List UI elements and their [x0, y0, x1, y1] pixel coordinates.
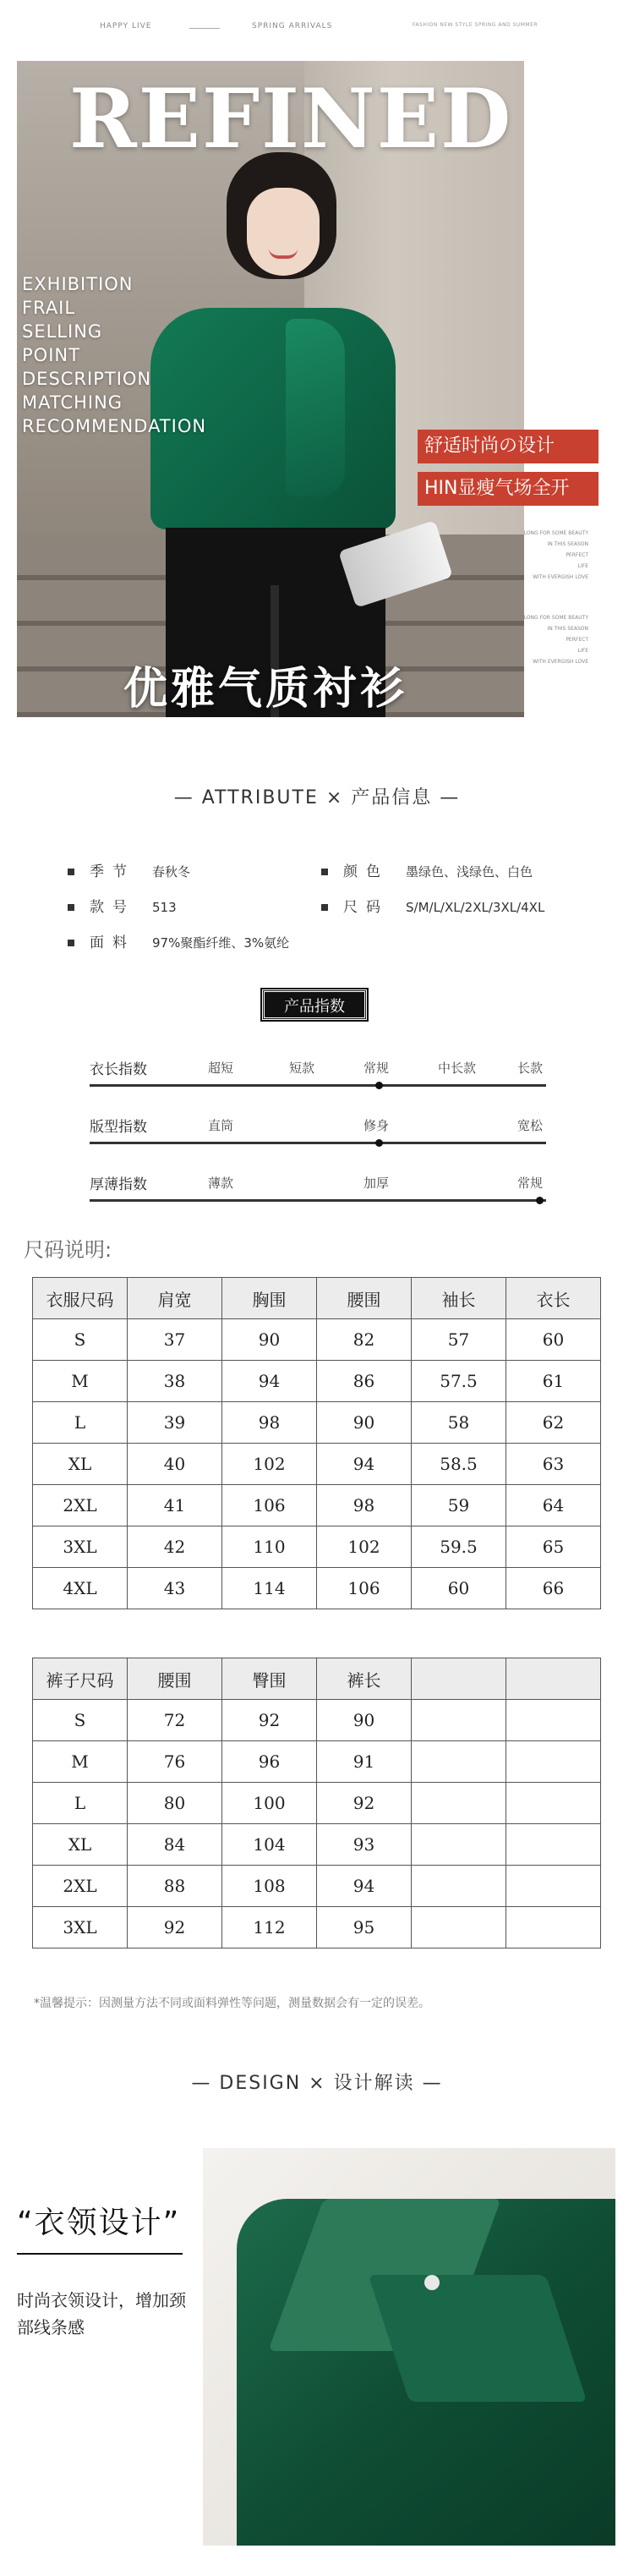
- table-cell: 90: [222, 1319, 317, 1361]
- table-cell: 102: [222, 1444, 317, 1485]
- table-cell: 59: [412, 1485, 506, 1526]
- table-cell: 76: [128, 1741, 222, 1783]
- table-cell: [506, 1658, 601, 1700]
- table-cell: XL: [33, 1444, 128, 1485]
- table-cell: 84: [128, 1824, 222, 1866]
- table-cell: 92: [222, 1700, 317, 1741]
- table-cell: S: [33, 1700, 128, 1741]
- table-cell: [412, 1700, 506, 1741]
- scale-option: 修身: [363, 1118, 390, 1133]
- table-header-row: [33, 1658, 601, 1700]
- brand-label: HAPPY LIVE: [100, 22, 152, 30]
- table-cell: 90: [317, 1700, 412, 1741]
- table-cell: 72: [128, 1700, 222, 1741]
- top-bar: [0, 0, 634, 54]
- attr-size: 尺码 S/M/L/XL/2XL/3XL/4XL: [321, 895, 544, 916]
- table-cell: 64: [506, 1485, 601, 1526]
- table-cell: 57: [412, 1319, 506, 1361]
- table-cell: [506, 1741, 601, 1783]
- table-cell: 98: [222, 1402, 317, 1444]
- measurement-note: *温馨提示：因测量方法不同或面料弹性等问题，测量数据会有一定的误差。: [34, 1997, 430, 2010]
- hero-side-words: EXHIBITION FRAIL SELLING POINT DESCRIPTION MATCHING RECOMMENDATION: [22, 274, 207, 436]
- collar-underline: [17, 2253, 183, 2255]
- bullet-icon: [68, 904, 74, 911]
- design-title: — DESIGN × 设计解读 —: [191, 2073, 443, 2094]
- model-face: [247, 188, 320, 276]
- table-cell: 92: [128, 1907, 222, 1948]
- table-cell: [506, 1783, 601, 1824]
- scale-option: 长款: [517, 1061, 544, 1076]
- table-cell: 114: [222, 1568, 317, 1609]
- table-cell: 2XL: [33, 1866, 128, 1907]
- attr-color: 颜色 墨绿色、浅绿色、白色: [321, 859, 533, 880]
- table-row: [33, 1866, 601, 1907]
- bottom-size-table: [32, 1658, 601, 1948]
- table-cell: M: [33, 1741, 128, 1783]
- scale-bar: [90, 1084, 546, 1087]
- table-cell: 38: [128, 1361, 222, 1402]
- thickness-scale: [90, 1172, 546, 1209]
- table-cell: 96: [222, 1741, 317, 1783]
- attr-style-no: 款号 513: [68, 895, 177, 916]
- table-row: [33, 1402, 601, 1444]
- table-cell: 98: [317, 1485, 412, 1526]
- table-cell: [412, 1658, 506, 1700]
- table-cell: [412, 1783, 506, 1824]
- table-cell: S: [33, 1319, 128, 1361]
- collar-title: “衣领设计”: [17, 2206, 181, 2240]
- hero-banner: [17, 61, 524, 717]
- table-cell: [506, 1866, 601, 1907]
- table-cell: 2XL: [33, 1485, 128, 1526]
- table-cell: [412, 1907, 506, 1948]
- scale-option: 常规: [363, 1061, 390, 1076]
- size-heading: 尺码说明:: [24, 1238, 112, 1262]
- divider: [189, 28, 220, 29]
- length-scale: [90, 1057, 546, 1094]
- tag-slim: HIN显瘦气场全开: [418, 472, 598, 506]
- scale-bar: [90, 1199, 546, 1202]
- table-cell: 37: [128, 1319, 222, 1361]
- scale-option: 宽松: [517, 1118, 544, 1133]
- table-cell: 裤长: [317, 1658, 412, 1700]
- table-cell: 104: [222, 1824, 317, 1866]
- tag-comfort: 舒适时尚の设计: [418, 430, 598, 463]
- table-cell: 100: [222, 1783, 317, 1824]
- table-row: [33, 1741, 601, 1783]
- table-cell: [412, 1866, 506, 1907]
- table-cell: 58: [412, 1402, 506, 1444]
- table-cell: M: [33, 1361, 128, 1402]
- table-cell: 3XL: [33, 1526, 128, 1568]
- table-cell: 43: [128, 1568, 222, 1609]
- table-cell: 41: [128, 1485, 222, 1526]
- table-cell: 82: [317, 1319, 412, 1361]
- table-cell: 80: [128, 1783, 222, 1824]
- table-cell: 58.5: [412, 1444, 506, 1485]
- table-cell: L: [33, 1402, 128, 1444]
- collar-description: 时尚衣领设计，增加颈部线条感: [17, 2290, 186, 2338]
- table-cell: 裤子尺码: [33, 1658, 128, 1700]
- table-row: [33, 1824, 601, 1866]
- scale-label: 衣长指数: [90, 1061, 147, 1078]
- side-caption-1: LONG FOR SOME BEAUTY IN THIS SEASON PERFECT LIFE WITH EVERGISH LOVE: [523, 530, 588, 580]
- bullet-icon: [68, 940, 74, 946]
- table-cell: 65: [506, 1526, 601, 1568]
- table-cell: [506, 1907, 601, 1948]
- blouse-ruffle: [286, 319, 345, 496]
- attr-season: 季节 春秋冬: [68, 859, 190, 880]
- table-cell: [412, 1741, 506, 1783]
- scale-option: 薄款: [208, 1176, 234, 1191]
- table-row: [33, 1526, 601, 1568]
- table-row: [33, 1907, 601, 1948]
- table-cell: 88: [128, 1866, 222, 1907]
- table-cell: 4XL: [33, 1568, 128, 1609]
- table-row: [33, 1700, 601, 1741]
- table-row: [33, 1783, 601, 1824]
- table-cell: 94: [317, 1444, 412, 1485]
- table-cell: [412, 1824, 506, 1866]
- table-cell: 39: [128, 1402, 222, 1444]
- table-cell: [506, 1700, 601, 1741]
- scale-marker: [375, 1139, 383, 1147]
- season-label: SPRING ARRIVALS: [252, 22, 333, 30]
- scale-option: 超短: [208, 1061, 234, 1076]
- table-cell: 106: [222, 1485, 317, 1526]
- table-cell: 腰围: [317, 1278, 412, 1319]
- table-row: [33, 1319, 601, 1361]
- attribute-title: — ATTRIBUTE × 产品信息 —: [173, 787, 461, 808]
- table-cell: 95: [317, 1907, 412, 1948]
- table-cell: 61: [506, 1361, 601, 1402]
- scale-option: 短款: [289, 1061, 315, 1076]
- table-cell: 91: [317, 1741, 412, 1783]
- table-cell: 63: [506, 1444, 601, 1485]
- bullet-icon: [68, 869, 74, 875]
- button: [424, 2275, 440, 2290]
- scale-marker: [375, 1082, 383, 1089]
- scale-label: 版型指数: [90, 1119, 147, 1136]
- table-cell: 110: [222, 1526, 317, 1568]
- bullet-icon: [321, 869, 328, 875]
- table-header-row: [33, 1278, 601, 1319]
- scale-marker: [536, 1197, 544, 1204]
- scale-label: 厚薄指数: [90, 1176, 147, 1193]
- tagline: FASHION NEW STYLE SPRING AND SUMMER: [413, 22, 538, 28]
- table-cell: 86: [317, 1361, 412, 1402]
- collar-photo: [203, 2148, 615, 2546]
- table-cell: 衣长: [506, 1278, 601, 1319]
- side-caption-2: LONG FOR SOME BEAUTY IN THIS SEASON PERFECT LIFE WITH EVERGISH LOVE: [523, 615, 588, 665]
- table-cell: 94: [222, 1361, 317, 1402]
- table-cell: [506, 1824, 601, 1866]
- table-cell: 腰围: [128, 1658, 222, 1700]
- table-cell: 112: [222, 1907, 317, 1948]
- hero-slogan: 优雅气质衬衫: [123, 664, 408, 715]
- table-row: [33, 1568, 601, 1609]
- table-cell: 60: [412, 1568, 506, 1609]
- table-cell: 90: [317, 1402, 412, 1444]
- table-cell: 60: [506, 1319, 601, 1361]
- table-cell: XL: [33, 1824, 128, 1866]
- hero-title: REFINED: [69, 71, 513, 167]
- attr-fabric: 面料 97%聚酯纤维、3%氨纶: [68, 930, 289, 951]
- scale-bar: [90, 1142, 546, 1144]
- table-cell: 衣服尺码: [33, 1278, 128, 1319]
- table-row: [33, 1361, 601, 1402]
- scale-option: 直筒: [208, 1118, 234, 1133]
- table-cell: 40: [128, 1444, 222, 1485]
- table-cell: 106: [317, 1568, 412, 1609]
- table-cell: L: [33, 1783, 128, 1824]
- table-cell: 66: [506, 1568, 601, 1609]
- table-cell: 108: [222, 1866, 317, 1907]
- scale-option: 中长款: [438, 1061, 477, 1076]
- table-row: [33, 1485, 601, 1526]
- fit-scale: [90, 1115, 546, 1152]
- table-cell: 57.5: [412, 1361, 506, 1402]
- scale-option: 加厚: [363, 1176, 390, 1191]
- table-cell: 92: [317, 1783, 412, 1824]
- table-cell: 袖长: [412, 1278, 506, 1319]
- bullet-icon: [321, 904, 328, 911]
- table-cell: 臀围: [222, 1658, 317, 1700]
- table-row: [33, 1444, 601, 1485]
- table-cell: 94: [317, 1866, 412, 1907]
- table-cell: 59.5: [412, 1526, 506, 1568]
- table-cell: 102: [317, 1526, 412, 1568]
- table-cell: 肩宽: [128, 1278, 222, 1319]
- table-cell: 3XL: [33, 1907, 128, 1948]
- table-cell: 93: [317, 1824, 412, 1866]
- table-cell: 62: [506, 1402, 601, 1444]
- indicator-badge: 产品指数: [262, 989, 367, 1020]
- scale-option: 常规: [517, 1176, 544, 1191]
- table-cell: 胸围: [222, 1278, 317, 1319]
- top-size-table: [32, 1277, 601, 1609]
- table-cell: 42: [128, 1526, 222, 1568]
